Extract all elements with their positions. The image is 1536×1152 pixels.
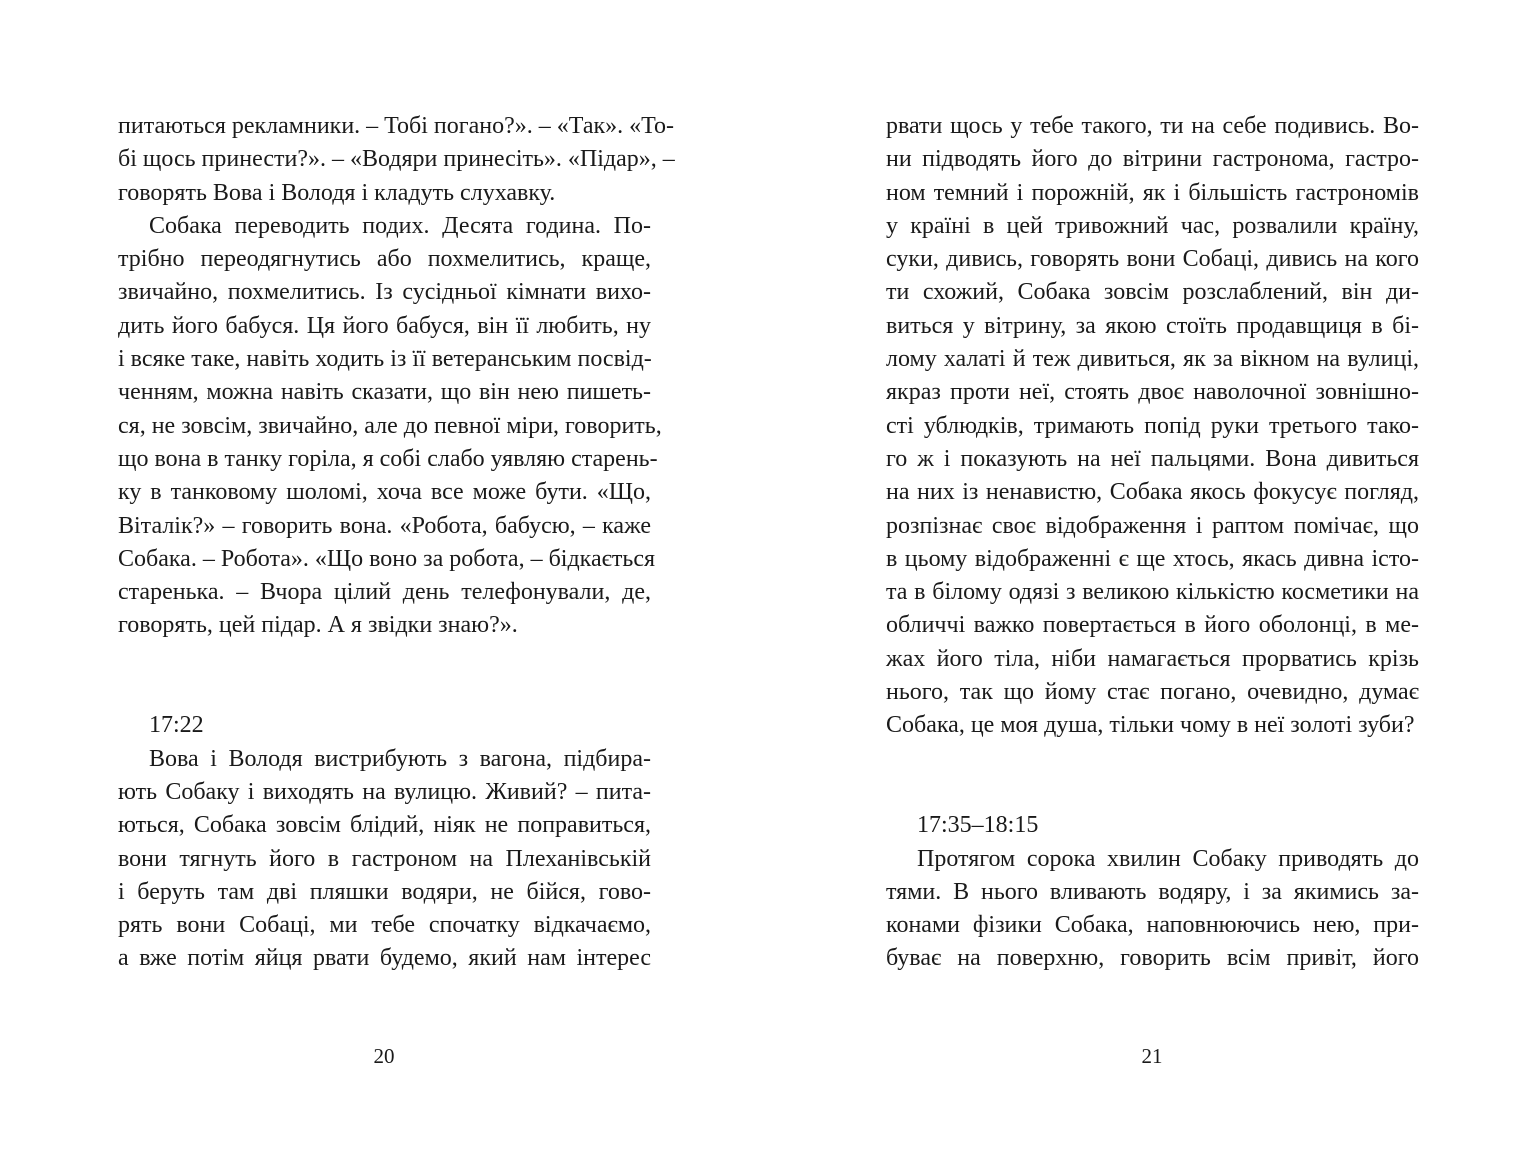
text-line: Собака. – Робота». «Що воно за робота, – бідкається [118, 545, 656, 572]
text-line: сті ублюдків, тримають попід руки третього тако- [886, 412, 1419, 439]
text-line: на них із ненавистю, Собака якось фокусує погляд, [886, 479, 1419, 506]
text-line: го ж і показують на неї пальцями. Вона дивиться [886, 445, 1419, 472]
text-line: говорять Вова і Володя і кладуть слухавку. [118, 179, 556, 206]
text-line: розпізнає своє відображення і раптом помічає, що [886, 512, 1419, 539]
text-line: буває на поверхню, говорить всім привіт, його [886, 945, 1419, 972]
text-line: Віталік?» – говорить вона. «Робота, бабусю, – каже [118, 512, 651, 539]
text-line: говорять, цей підар. А я звідки знаю?». [118, 612, 518, 639]
left-page-text [118, 110, 675, 976]
text-line: Собака переводить подих. Десята година. По- [149, 212, 651, 239]
text-line: ються, Собака зовсім блідий, ніяк не поправиться, [118, 812, 651, 839]
text-line: ти схожий, Собака зовсім розслаблений, він ди- [886, 279, 1419, 306]
text-line: трібно переодягнутись або похмелитись, краще, [118, 246, 651, 273]
text-line: обличчі важко повертається в його оболонці, в ме- [886, 612, 1419, 639]
text-line: у країні в цей тривожний час, розвалили країну, [886, 212, 1419, 239]
text-line: ся, не зовсім, звичайно, але до певної міри, говорить, [118, 412, 662, 439]
section-time: 17:22 [149, 712, 204, 739]
text-line: старенька. – Вчора цілий день телефонували, де, [118, 579, 651, 606]
text-line: ку в танковому шоломі, хоча все може бути. «Що, [118, 479, 651, 506]
text-line: ють Собаку і виходять на вулицю. Живий? – пита- [118, 778, 651, 805]
text-line: якраз проти неї, стоять двоє наволочної зовнішно- [886, 379, 1419, 406]
page-number-right: 21 [1141, 1044, 1163, 1068]
right-page-text [886, 110, 1419, 976]
text-line: що вона в танку горіла, я собі слабо уявляю старень- [118, 445, 658, 472]
text-line: в цьому відображенні є ще хтось, якась дивна істо- [886, 545, 1419, 572]
text-line: бі щось принести?». – «Водяри принесіть». «Підар», – [118, 146, 675, 173]
page-number-left: 20 [373, 1044, 395, 1068]
text-line: питаються рекламники. – Тобі погано?». – «Так». «То- [118, 113, 674, 139]
text-line: ном темний і порожній, як і більшість гастрономів [886, 179, 1419, 206]
text-line: лому халаті й теж дивиться, як за вікном на вулиці, [886, 346, 1419, 373]
text-line: рвати щось у тебе такого, ти на себе подивись. Во- [886, 113, 1419, 139]
text-line: ченням, можна навіть сказати, що він нею пишеть- [118, 379, 651, 406]
section-gap [118, 643, 651, 710]
text-line: і всяке таке, навіть ходить із її ветеранським посвід- [118, 346, 652, 373]
text-line: вони тягнуть його в гастроном на Плеханівській [118, 845, 651, 872]
text-line: жах його тіла, ніби намагається прорватись крізь [886, 645, 1419, 672]
text-line: а вже потім яйця рвати будемо, який нам інтерес [118, 945, 651, 972]
text-line: нього, так що йому стає погано, очевидно, думає [886, 679, 1419, 706]
text-line: ни підводять його до вітрини гастронома, гастро- [886, 146, 1419, 173]
text-line: і беруть там дві пляшки водяри, не бійся, гово- [118, 878, 651, 905]
text-line: Вова і Володя вистрибують з вагона, підбира- [149, 745, 651, 772]
text-line: рять вони Собаці, ми тебе спочатку відкачаємо, [118, 912, 651, 939]
text-line: та в білому одязі з великою кількістю косметики на [886, 579, 1419, 606]
text-line: дить його бабуся. Ця його бабуся, він її любить, ну [118, 312, 651, 339]
section-time: 17:35–18:15 [917, 812, 1039, 839]
section-gap [886, 743, 1419, 810]
text-line: виться у вітрину, за якою стоїть продавщиця в бі- [886, 312, 1419, 339]
text-line: Протягом сорока хвилин Собаку приводять до [917, 845, 1419, 872]
text-line: Собака, це моя душа, тільки чому в неї золоті зуби? [886, 712, 1415, 739]
text-line: тями. В нього вливають водяру, і за якимись за- [886, 878, 1419, 905]
text-line: конами фізики Собака, наповнюючись нею, при- [886, 912, 1419, 939]
text-line: суки, дивись, говорять вони Собаці, дивись на кого [886, 246, 1419, 273]
text-line: звичайно, похмелитись. Із сусідньої кімнати вихо- [118, 279, 651, 306]
